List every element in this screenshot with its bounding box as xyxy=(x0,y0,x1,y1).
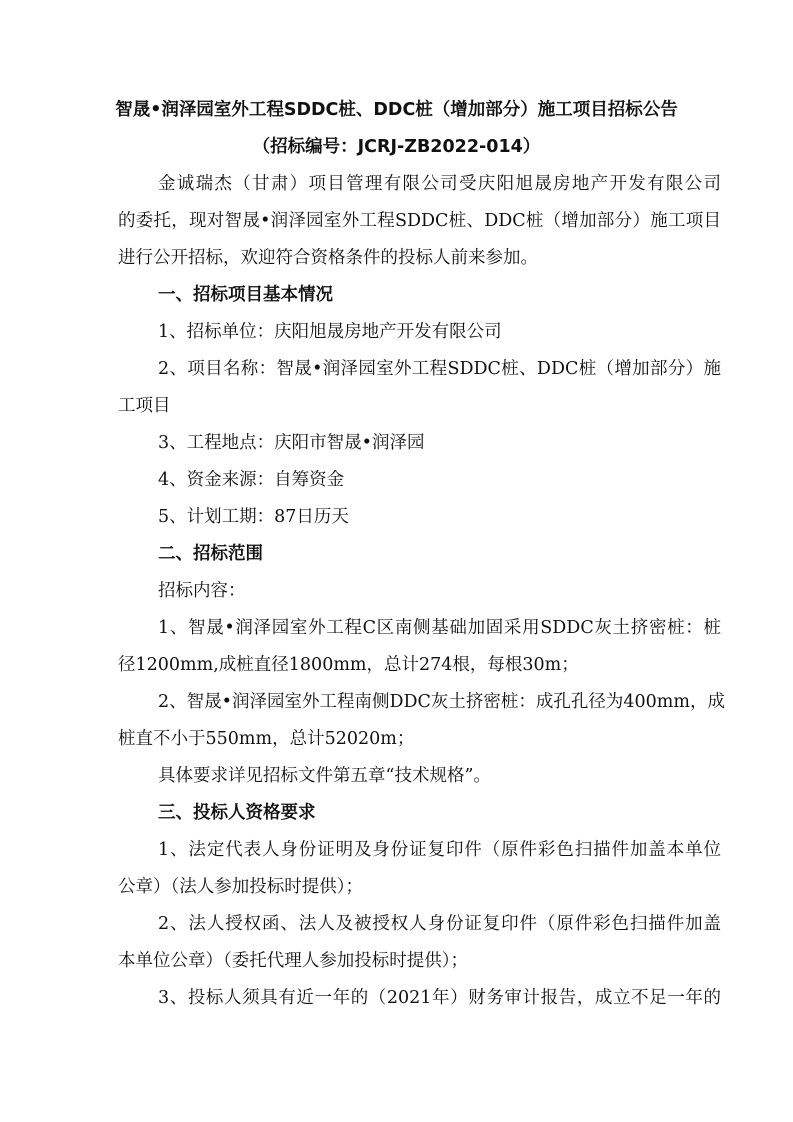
intro-line: 进行公开招标，欢迎符合资格条件的投标人前来参加。 xyxy=(118,248,538,268)
list-item: 2、智晟•润泽园室外工程南侧DDC灰土挤密桩：成孔孔径为400mm，成 xyxy=(158,692,725,712)
content-label: 招标内容： xyxy=(158,581,246,601)
section-heading: 一、招标项目基本情况 xyxy=(158,285,333,305)
list-item: 公章）（法人参加投标时提供）； xyxy=(118,877,363,897)
intro-line: 金诚瑞杰（甘肃）项目管理有限公司受庆阳旭晟房地产开发有限公司 xyxy=(158,174,721,194)
intro-line: 的委托，现对智晟•润泽园室外工程SDDC桩、DDC桩（增加部分）施工项目 xyxy=(118,211,721,231)
list-item: 本单位公章）（委托代理人参加投标时提供）； xyxy=(118,951,468,971)
list-item: 1、智晟•润泽园室外工程C区南侧基础加固采用SDDC灰土挤密桩：桩 xyxy=(158,618,721,638)
list-item: 2、项目名称：智晟•润泽园室外工程SDDC桩、DDC桩（增加部分）施 xyxy=(158,359,721,379)
list-item: 4、资金来源：自筹资金 xyxy=(158,470,345,490)
list-item: 径1200mm,成桩直径1800mm，总计274根，每根30m； xyxy=(118,655,579,675)
section-heading: 三、投标人资格要求 xyxy=(158,803,316,823)
list-item: 2、法人授权函、法人及被授权人身份证复印件（原件彩色扫描件加盖 xyxy=(158,914,721,934)
document-title: 智晟•润泽园室外工程SDDC桩、DDC桩（增加部分）施工项目招标公告 xyxy=(115,100,678,120)
bid-number: （招标编号：JCRJ-ZB2022-014） xyxy=(252,137,541,157)
section-heading: 二、招标范围 xyxy=(158,544,263,564)
list-item: 1、招标单位：庆阳旭晟房地产开发有限公司 xyxy=(158,322,502,342)
list-item: 桩直不小于550mm，总计52020m； xyxy=(118,729,415,749)
list-item: 5、计划工期：87日历天 xyxy=(158,507,349,527)
note-text: 具体要求详见招标文件第五章“技术规格”。 xyxy=(158,766,491,786)
list-item: 工项目 xyxy=(118,396,171,416)
list-item: 3、投标人须具有近一年的（2021年）财务审计报告，成立不足一年的 xyxy=(158,988,721,1008)
list-item: 1、法定代表人身份证明及身份证复印件（原件彩色扫描件加盖本单位 xyxy=(158,840,721,860)
list-item: 3、工程地点：庆阳市智晟•润泽园 xyxy=(158,433,425,453)
